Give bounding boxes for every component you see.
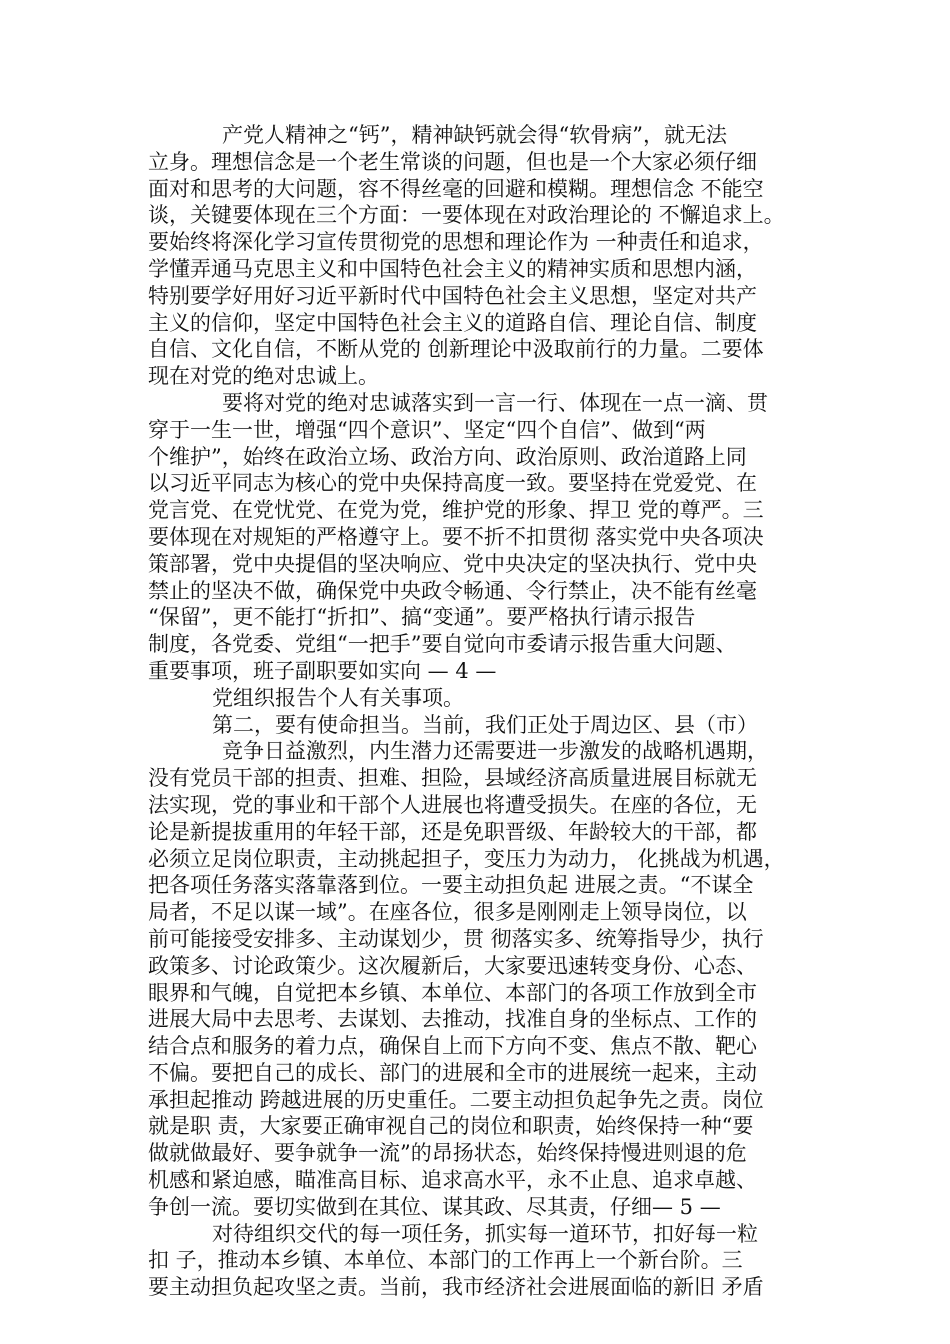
text-line: 现在对党的绝对忠诚上。 — [148, 364, 379, 389]
text-line: 眼界和气魄，自觉把本乡镇、本单位、本部门的各项工作放到全市 — [148, 980, 757, 1005]
text-line: 第二，要有使命担当。当前，我们正处于周边区、县（市） — [212, 712, 758, 737]
text-line: 学懂弄通马克思主义和中国特色社会主义的精神实质和思想内涵， — [148, 256, 757, 281]
text-line: 要主动担负起攻坚之责。当前，我市经济社会进展面临的新旧 矛盾 — [148, 1275, 764, 1300]
text-line: 法实现，党的事业和干部个人进展也将遭受损失。在座的各位，无 — [148, 792, 757, 817]
text-line: 穿于一生一世，增强“四个意识”、坚定“四个自信”、做到“两 — [148, 417, 706, 442]
text-line: 就是职 责，大家要正确审视自己的岗位和职责，始终保持一种“要 — [148, 1114, 754, 1139]
text-line: 产党人精神之“钙”，精神缺钙就会得“软骨病”，就无法 — [222, 123, 727, 147]
text-line: 谈，关键要体现在三个方面：一要体现在对政治理论的 不懈追求上。 — [148, 203, 785, 228]
text-line: 对待组织交代的每一项任务，抓实每一道环节，扣好每一粒 — [212, 1221, 758, 1246]
text-line: 重要事项，班子副职要如实向 — 4 — — [148, 658, 497, 683]
text-line: 扣 子，推动本乡镇、本单位、本部门的工作再上一个新台阶。三 — [148, 1248, 743, 1273]
text-line: 进展大局中去思考、去谋划、去推动，找准自身的坐标点、工作的 — [148, 1007, 757, 1032]
text-line: 政策多、讨论政策少。这次履新后，大家要迅速转变身份、心态、 — [148, 953, 757, 978]
text-line: 不偏。要把自己的成长、部门的进展和全市的进展统一起来，主动 — [148, 1060, 757, 1085]
text-line: 制度，各党委、党组“一把手”要自觉向市委请示报告重大问题、 — [148, 632, 737, 657]
text-line: 做就做最好、要争就争一流”的昂扬状态，始终保持慢进则退的危 — [148, 1141, 747, 1166]
text-line: 要始终将深化学习宣传贯彻党的思想和理论作为 一种责任和追求， — [148, 230, 764, 255]
text-line: 机感和紧迫感，瞄准高目标、追求高水平，永不止息、追求卓越、 — [148, 1168, 757, 1193]
text-line: 要将对党的绝对忠诚落实到一言一行、体现在一点一滴、贯 — [222, 390, 768, 415]
text-line: 自信、文化自信，不断从党的 创新理论中汲取前行的力量。二要体 — [148, 337, 764, 362]
text-line: 立身。理想信念是一个老生常谈的问题，但也是一个大家必须仔细 — [148, 149, 757, 174]
text-line: 前可能接受安排多、主动谋划少，贯 彻落实多、统筹指导少，执行 — [148, 926, 764, 951]
text-line: 承担起推动 跨越进展的历史重任。二要主动担负起争先之责。岗位 — [148, 1087, 764, 1112]
text-line: 争创一流。要切实做到在其位、谋其政、尽其责，仔细— 5 — — [148, 1194, 721, 1219]
text-line: 竞争日益激烈，内生潜力还需要进一步激发的战略机遇期， — [222, 739, 768, 764]
text-line: 以习近平同志为核心的党中央保持高度一致。要坚持在党爱党、在 — [148, 471, 757, 496]
text-line: 党组织报告个人有关事项。 — [212, 685, 464, 710]
text-line: 禁止的坚决不做，确保党中央政令畅通、令行禁止，决不能有丝毫 — [148, 578, 757, 603]
text-line: 主义的信仰，坚定中国特色社会主义的道路自信、理论自信、制度 — [148, 310, 757, 335]
text-line: 党言党、在党忧党、在党为党，维护党的形象、捍卫 党的尊严。三 — [148, 498, 764, 523]
text-line: 必须立足岗位职责，主动挑起担子，变压力为动力， 化挑战为机遇， — [148, 846, 785, 871]
text-line: 论是新提拔重用的年轻干部，还是免职晋级、年龄较大的干部，都 — [148, 819, 757, 844]
text-line: 特别要学好用好习近平新时代中国特色社会主义思想，坚定对共产 — [148, 283, 757, 308]
text-line: 局者，不足以谋一域”。在座各位，很多是刚刚走上领导岗位，以 — [148, 900, 747, 925]
text-line: “保留”，更不能打“折扣”、搞“变通”。要严格执行请示报告 — [148, 605, 696, 630]
text-line: 把各项任务落实落靠落到位。一要主动担负起 进展之责。“不谋全 — [148, 873, 754, 898]
text-line: 没有党员干部的担责、担难、担险，县域经济高质量进展目标就无 — [148, 766, 757, 791]
text-line: 结合点和服务的着力点，确保自上而下方向不变、焦点不散、靶心 — [148, 1034, 757, 1059]
text-line: 要体现在对规矩的严格遵守上。要不折不扣贯彻 落实党中央各项决 — [148, 524, 764, 549]
document-body — [148, 122, 808, 1301]
text-line: 策部署，党中央提倡的坚决响应、党中央决定的坚决执行、党中央 — [148, 551, 757, 576]
text-line: 面对和思考的大问题，容不得丝毫的回避和模糊。理想信念 不能空 — [148, 176, 764, 201]
text-line: 个维护”，始终在政治立场、政治方向、政治原则、政治道路上同 — [148, 444, 747, 469]
